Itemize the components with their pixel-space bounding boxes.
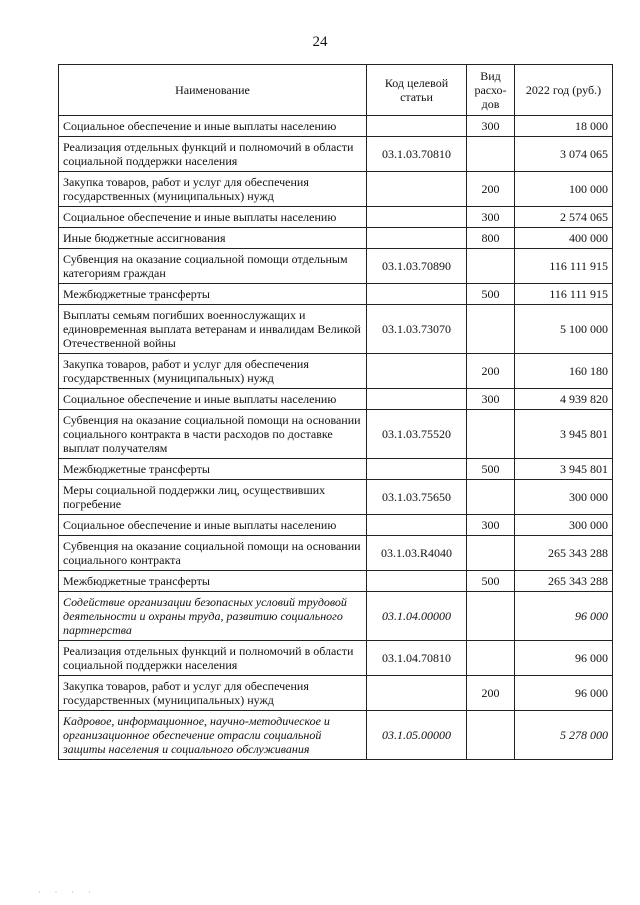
row-sum-cell: 3 074 065 [515,137,613,172]
row-type-cell [467,305,515,354]
row-sum-cell: 160 180 [515,354,613,389]
row-name-cell: Закупка товаров, работ и услуг для обеспечения государственных (муниципальных) нужд [59,172,367,207]
header-sum: 2022 год (руб.) [515,65,613,116]
table-row [59,249,613,284]
page-number: 24 [312,34,328,50]
row-name-cell: Социальное обеспечение и иные выплаты населению [59,389,367,410]
row-code-cell [367,676,467,711]
row-type-cell [467,711,515,760]
row-sum-cell: 3 945 801 [515,459,613,480]
table-row [59,480,613,515]
header-code: Код целевой статьи [367,65,467,116]
row-name-cell: Субвенция на оказание социальной помощи отдельным категориям граждан [59,249,367,284]
table-row [59,410,613,459]
row-code-cell: 03.1.03.73070 [367,305,467,354]
row-code-cell: 03.1.03.R4040 [367,536,467,571]
row-sum-cell: 96 000 [515,676,613,711]
row-type-cell: 300 [467,515,515,536]
row-type-cell: 300 [467,389,515,410]
row-code-cell [367,284,467,305]
table-row [59,228,613,249]
row-code-cell: 03.1.03.70810 [367,137,467,172]
row-name-cell: Закупка товаров, работ и услуг для обеспечения государственных (муниципальных) нужд [59,354,367,389]
table-row [59,305,613,354]
row-sum-cell: 5 100 000 [515,305,613,354]
row-code-cell: 03.1.05.00000 [367,711,467,760]
table-row [59,116,613,137]
row-sum-cell: 18 000 [515,116,613,137]
row-type-cell: 200 [467,172,515,207]
row-sum-cell: 96 000 [515,641,613,676]
row-name-cell: Кадровое, информационное, научно-методическое и организационное обеспечение отрасли социальной защиты населения и социального обслуживания [59,711,367,760]
row-code-cell [367,116,467,137]
table-row [59,284,613,305]
row-code-cell: 03.1.03.75520 [367,410,467,459]
table-row [59,711,613,760]
row-type-cell: 300 [467,207,515,228]
row-code-cell [367,228,467,249]
row-code-cell [367,354,467,389]
row-name-cell: Межбюджетные трансферты [59,284,367,305]
row-type-cell [467,592,515,641]
table-row [59,515,613,536]
row-sum-cell: 96 000 [515,592,613,641]
row-type-cell [467,480,515,515]
row-name-cell: Субвенция на оказание социальной помощи на основании социального контракта в части расходов по доставке выплат получателям [59,410,367,459]
table-row [59,389,613,410]
row-type-cell: 300 [467,116,515,137]
row-name-cell: Межбюджетные трансферты [59,459,367,480]
row-sum-cell: 3 945 801 [515,410,613,459]
row-name-cell: Меры социальной поддержки лиц, осуществивших погребение [59,480,367,515]
table-row [59,676,613,711]
row-name-cell: Закупка товаров, работ и услуг для обеспечения государственных (муниципальных) нужд [59,676,367,711]
table-row [59,592,613,641]
budget-table [58,64,613,760]
header-name: Наименование [59,65,367,116]
table-row [59,137,613,172]
row-sum-cell: 265 343 288 [515,536,613,571]
row-name-cell: Выплаты семьям погибших военнослужащих и единовременная выплата ветеранам и инвалидам Великой Отечественной войны [59,305,367,354]
row-code-cell: 03.1.04.00000 [367,592,467,641]
row-name-cell: Реализация отдельных функций и полномочий в области социальной поддержки населения [59,137,367,172]
row-name-cell: Реализация отдельных функций и полномочий в области социальной поддержки населения [59,641,367,676]
row-name-cell: Социальное обеспечение и иные выплаты населению [59,207,367,228]
row-type-cell [467,249,515,284]
row-type-cell: 500 [467,571,515,592]
table-row [59,354,613,389]
row-sum-cell: 265 343 288 [515,571,613,592]
table-row [59,571,613,592]
row-sum-cell: 100 000 [515,172,613,207]
row-type-cell [467,641,515,676]
row-type-cell: 200 [467,676,515,711]
row-sum-cell: 116 111 915 [515,284,613,305]
row-code-cell [367,571,467,592]
table-row [59,172,613,207]
table-header [59,65,613,116]
header-type: Вид расхо-дов [467,65,515,116]
row-sum-cell: 2 574 065 [515,207,613,228]
row-sum-cell: 4 939 820 [515,389,613,410]
row-sum-cell: 300 000 [515,480,613,515]
table-row [59,207,613,228]
row-sum-cell: 300 000 [515,515,613,536]
table-row [59,459,613,480]
scan-artifact-dots: · · · · [38,888,97,897]
row-type-cell: 200 [467,354,515,389]
row-code-cell [367,515,467,536]
row-sum-cell: 400 000 [515,228,613,249]
row-sum-cell: 5 278 000 [515,711,613,760]
row-type-cell: 500 [467,284,515,305]
row-code-cell: 03.1.03.75650 [367,480,467,515]
row-type-cell: 500 [467,459,515,480]
table-row [59,536,613,571]
row-name-cell: Межбюджетные трансферты [59,571,367,592]
row-name-cell: Субвенция на оказание социальной помощи на основании социального контракта [59,536,367,571]
row-code-cell [367,389,467,410]
row-name-cell: Иные бюджетные ассигнования [59,228,367,249]
row-sum-cell: 116 111 915 [515,249,613,284]
row-type-cell: 800 [467,228,515,249]
row-name-cell: Содействие организации безопасных условий трудовой деятельности и охраны труда, развитию социального партнерства [59,592,367,641]
table-body [59,116,613,760]
row-name-cell: Социальное обеспечение и иные выплаты населению [59,515,367,536]
row-code-cell: 03.1.04.70810 [367,641,467,676]
row-name-cell: Социальное обеспечение и иные выплаты населению [59,116,367,137]
row-code-cell: 03.1.03.70890 [367,249,467,284]
row-type-cell [467,137,515,172]
row-type-cell [467,410,515,459]
row-code-cell [367,207,467,228]
row-code-cell [367,459,467,480]
table-row [59,641,613,676]
row-type-cell [467,536,515,571]
row-code-cell [367,172,467,207]
